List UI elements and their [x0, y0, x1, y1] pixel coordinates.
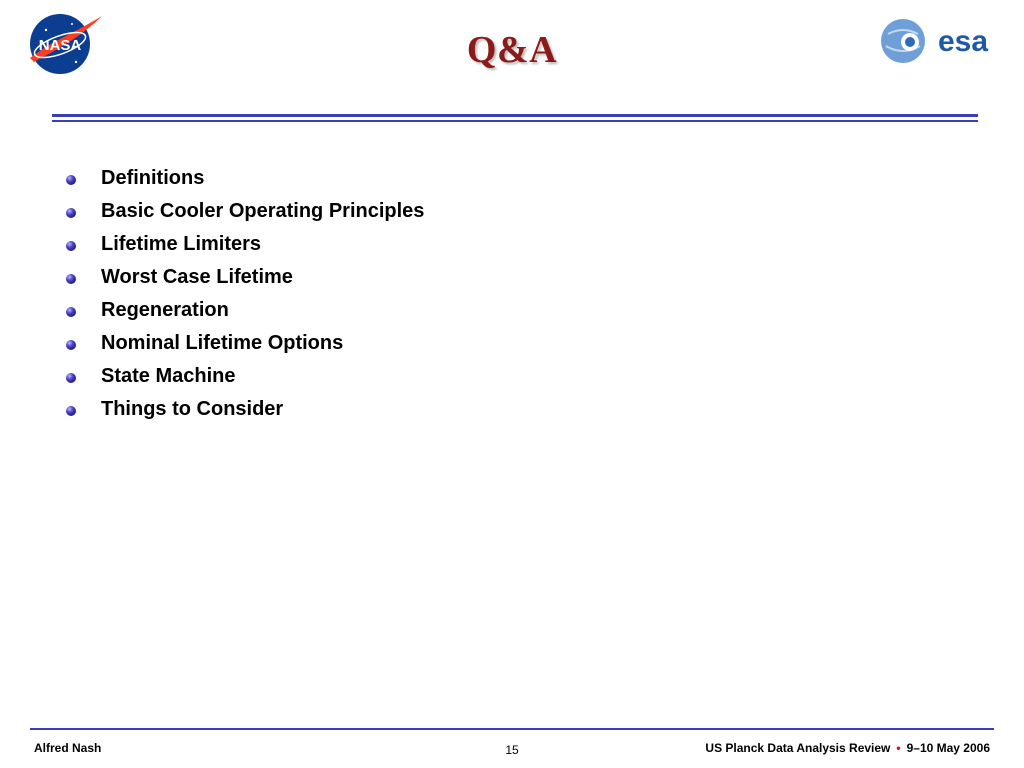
- esa-logo: [878, 16, 1002, 66]
- bullet-text: Regeneration: [101, 299, 229, 321]
- footer-rule: [30, 728, 994, 730]
- bullet-text: Nominal Lifetime Options: [101, 332, 344, 354]
- bullet-icon: [66, 307, 76, 317]
- footer-event-info: [705, 741, 990, 755]
- bullet-icon: [66, 373, 76, 383]
- bullet-item: [66, 393, 424, 426]
- bullet-item: [66, 162, 424, 195]
- bullet-icon: [66, 175, 76, 185]
- slide-title: Q&A: [466, 29, 558, 71]
- footer-date: 9–10 May 2006: [906, 741, 990, 755]
- footer-event: US Planck Data Analysis Review: [705, 741, 891, 755]
- bullet-text: Lifetime Limiters: [101, 233, 262, 255]
- bullet-item: [66, 195, 424, 228]
- page-number: 15: [505, 743, 519, 757]
- header-rule-top: [52, 114, 978, 117]
- bullet-icon: [66, 274, 76, 284]
- bullet-list: [66, 162, 424, 426]
- footer-separator-icon: •: [896, 741, 901, 755]
- bullet-item: [66, 228, 424, 261]
- bullet-icon: [66, 406, 76, 416]
- bullet-icon: [66, 340, 76, 350]
- footer-author: Alfred Nash: [34, 741, 102, 755]
- bullet-icon: [66, 241, 76, 251]
- bullet-icon: [66, 208, 76, 218]
- bullet-text: Basic Cooler Operating Principles: [101, 200, 425, 222]
- bullet-text: State Machine: [101, 365, 236, 387]
- bullet-item: [66, 261, 424, 294]
- bullet-item: [66, 360, 424, 393]
- header-rule-bottom: [52, 120, 978, 122]
- bullet-item: [66, 294, 424, 327]
- bullet-item: [66, 327, 424, 360]
- bullet-text: Things to Consider: [101, 398, 284, 420]
- bullet-text: Definitions: [101, 167, 205, 189]
- esa-logo-text: esa: [937, 25, 989, 58]
- bullet-text: Worst Case Lifetime: [101, 266, 293, 288]
- nasa-logo-text: NASA: [38, 37, 82, 54]
